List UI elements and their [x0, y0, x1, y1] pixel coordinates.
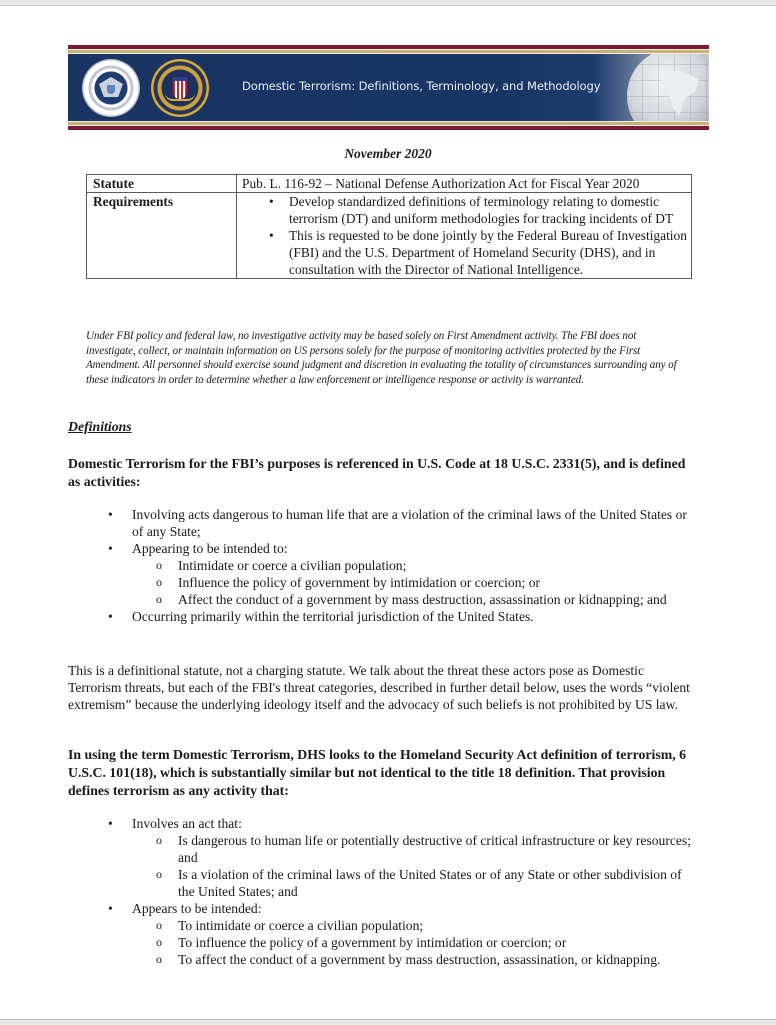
list-item-text: To intimidate or coerce a civilian population;	[178, 918, 424, 933]
list-item-text: Is a violation of the criminal laws of the United States or of any State or other subdivision of the United States; and	[178, 867, 682, 899]
list-item	[0, 815, 700, 900]
bullet-icon: •	[108, 541, 113, 556]
bullet-icon: •	[108, 609, 113, 624]
sub-list-item	[132, 832, 700, 866]
bullet-icon: •	[108, 507, 113, 522]
list-item	[242, 227, 687, 278]
banner-navy-band	[68, 54, 709, 121]
dhs-seal-icon	[82, 59, 140, 117]
header-banner	[68, 45, 709, 130]
sub-list	[132, 832, 700, 900]
globe-icon	[627, 54, 709, 121]
hollow-bullet-icon: o	[156, 867, 162, 881]
list-item-text: Appearing to be intended to:	[132, 541, 288, 556]
sub-list-item	[132, 574, 700, 591]
bullet-icon: •	[108, 901, 113, 916]
page-bottom-edge	[0, 1019, 776, 1025]
list-item-text: Influence the policy of government by intimidation or coercion; or	[178, 575, 541, 590]
statute-value: Pub. L. 116-92 – National Defense Authorization Act for Fiscal Year 2020	[237, 175, 692, 193]
hollow-bullet-icon: o	[156, 575, 162, 589]
list-item-text: Occurring primarily within the territorial jurisdiction of the United States.	[132, 609, 534, 624]
bullet-icon: •	[269, 228, 274, 243]
list-item-text: Involving acts dangerous to human life that are a violation of the criminal laws of the United States or of any State;	[132, 507, 687, 539]
fbi-seal-icon	[151, 59, 209, 117]
list-item	[0, 540, 700, 608]
sub-list-item	[132, 557, 700, 574]
requirements-label: Requirements	[87, 193, 237, 279]
fbi-definition-intro: Domestic Terrorism for the FBI’s purposes is referenced in U.S. Code at 18 U.S.C. 2331(5), and is defined as activities:	[68, 456, 686, 489]
list-item	[0, 608, 700, 625]
list-item-text: Develop standardized definitions of terminology relating to domestic terrorism (DT) and uniform methodologies for tracking incidents of DT	[289, 194, 674, 226]
maroon-stripe	[68, 126, 709, 130]
list-item	[0, 506, 700, 540]
definitions-heading: Definitions	[68, 419, 132, 434]
list-item-text: Intimidate or coerce a civilian population;	[178, 558, 407, 573]
laurel-icon	[165, 93, 195, 101]
statute-table	[86, 174, 692, 279]
statute-note-paragraph: This is a definitional statute, not a charging statute. We talk about the threat these actors pose as Domestic Terrorism threats, but each of the FBI's threat categories, described in further detail below, uses the words “violent extremism” because the underlying ideology itself and the advocacy of such beliefs is not prohibited by US law.	[68, 663, 690, 712]
hollow-bullet-icon: o	[156, 558, 162, 572]
list-item-text: To affect the conduct of a government by mass destruction, assassination, or kidnapping.	[178, 952, 661, 967]
hollow-bullet-icon: o	[156, 935, 162, 949]
list-item-text: Involves an act that:	[132, 816, 242, 831]
sub-list	[132, 557, 700, 608]
statute-label: Statute	[87, 175, 237, 193]
sub-list-item	[132, 917, 700, 934]
fbi-definition-list	[0, 506, 700, 625]
list-item	[242, 193, 687, 227]
shield-icon	[107, 85, 115, 94]
list-item-text: Affect the conduct of a government by mass destruction, assassination or kidnapping; and	[178, 592, 667, 607]
bullet-icon: •	[108, 816, 113, 831]
list-item-text: Is dangerous to human life or potentially destructive of critical infrastructure or key resources; and	[178, 833, 691, 865]
sub-list-item	[132, 866, 700, 900]
dhs-definition-list	[0, 815, 700, 968]
dhs-definition-intro: In using the term Domestic Terrorism, DHS looks to the Homeland Security Act definition of terrorism, 6 U.S.C. 101(18), which is substantially similar but not identical to the title 18 definition. That provision defines terrorism as any activity that:	[68, 747, 686, 798]
list-item-text: This is requested to be done jointly by the Federal Bureau of Investigation (FBI) and the U.S. Department of Homeland Security (DHS), and in consultation with the Director of National Intelligence.	[289, 228, 687, 277]
sub-list-item	[132, 934, 700, 951]
first-amendment-disclaimer: Under FBI policy and federal law, no investigative activity may be based solely on First Amendment activity. The FBI does not investigate, collect, or maintain information on US persons solely for the purpose of monitoring activities protected by the First Amendment. All personnel should exercise sound judgment and discretion in evaluating the totality of circumstances surrounding any of these indicators in order to determine whether a law enforcement or intelligence response or activity is warranted.	[86, 330, 677, 386]
document-date: November 2020	[344, 146, 432, 161]
hollow-bullet-icon: o	[156, 592, 162, 606]
list-item	[0, 900, 700, 968]
hollow-bullet-icon: o	[156, 952, 162, 966]
sub-list	[132, 917, 700, 968]
page-top-edge	[0, 0, 776, 6]
list-item-text: To influence the policy of a government by intimidation or coercion; or	[178, 935, 567, 950]
bullet-icon: •	[269, 194, 274, 209]
hollow-bullet-icon: o	[156, 918, 162, 932]
list-item-text: Appears to be intended:	[132, 901, 262, 916]
table-row	[87, 175, 692, 193]
sub-list-item	[132, 951, 700, 968]
requirements-value	[237, 193, 692, 279]
table-row	[87, 193, 692, 279]
banner-title: Domestic Terrorism: Definitions, Terminology, and Methodology	[242, 79, 601, 93]
hollow-bullet-icon: o	[156, 833, 162, 847]
sub-list-item	[132, 591, 700, 608]
requirements-list	[242, 193, 691, 278]
